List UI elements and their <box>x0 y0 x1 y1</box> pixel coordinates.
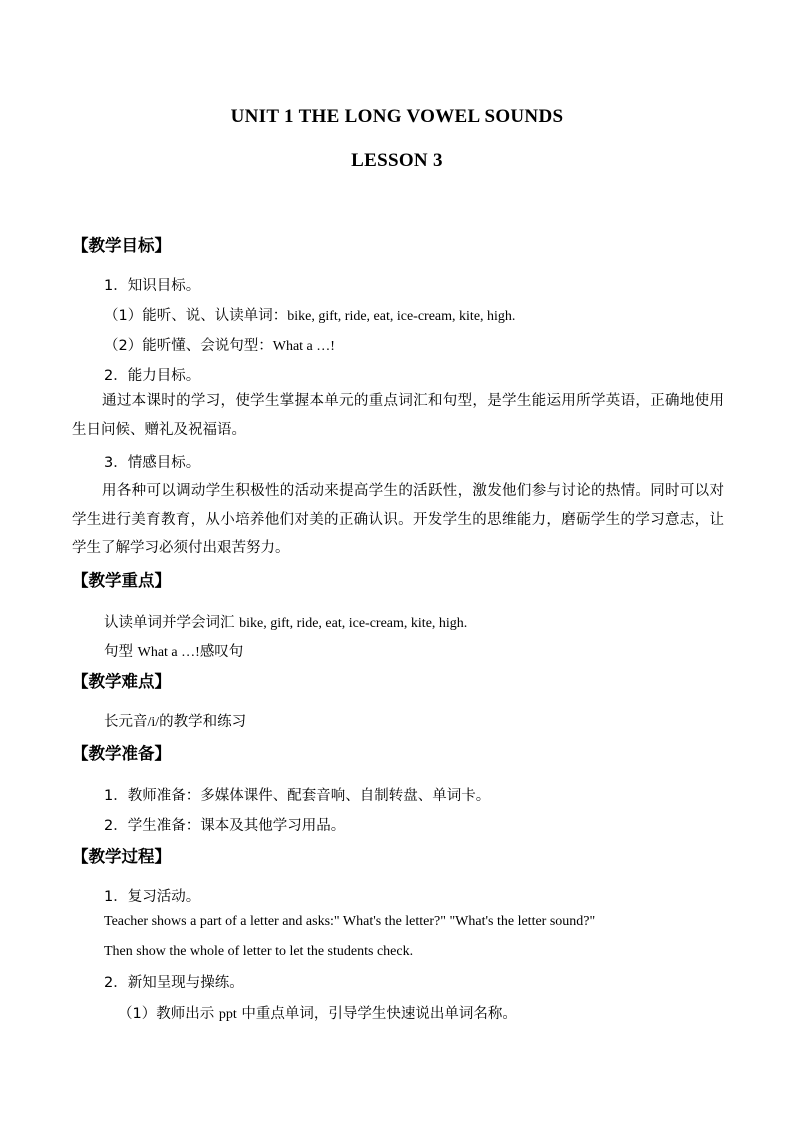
difficulty-desc: 的教学和练习 <box>159 714 247 730</box>
process-review-desc: Teacher shows a part of a letter and asks:" What's the letter?" "What's the letter sound?" <box>104 914 596 929</box>
ppt-text: ppt <box>218 1007 237 1022</box>
item-vocabulary-label: （1）能听、说、认读单词： <box>104 308 288 324</box>
key-point-sentence-label: 句型 <box>104 644 138 660</box>
item-knowledge-goal: 1．知识目标。 <box>104 278 201 294</box>
paragraph-emotion: 用各种可以调动学生积极性的活动来提高学生的活跃性，激发他们参与讨论的热情。同时可以对学生进行美育教育，从小培养他们对美的正确认识。开发学生的思维能力，磨砺学生的学习意志，让学生了解学习必须付出艰苦努力。 <box>72 483 724 556</box>
process-step-1-desc: 中重点单词，引导学生快速说出单词名称。 <box>236 1006 517 1022</box>
key-point-vocabulary-label: 认读单词并学会词汇 <box>104 615 240 631</box>
process-review-check: Then show the whole of letter to let the students check. <box>104 944 414 959</box>
key-point-vocabulary <box>104 611 467 632</box>
process-step-1 <box>118 1002 517 1023</box>
section-heading-objectives: 【教学目标】 <box>72 236 171 255</box>
section-heading-key-points: 【教学重点】 <box>72 571 171 590</box>
document-title: UNIT 1 THE LONG VOWEL SOUNDS <box>230 106 564 127</box>
sentence-pattern: What a …! <box>272 339 335 354</box>
section-heading-difficulties: 【教学难点】 <box>72 672 171 691</box>
item-sentence-pattern <box>104 334 335 355</box>
key-point-sentence-pattern: What a …! <box>137 645 200 660</box>
process-review: 1．复习活动。 <box>104 889 201 905</box>
key-point-sentence-type: 感叹句 <box>199 644 244 660</box>
section-heading-process: 【教学过程】 <box>72 847 171 866</box>
process-new-knowledge: 2．新知呈现与操练。 <box>104 975 244 991</box>
item-emotion-goal: 3．情感目标。 <box>104 455 201 471</box>
document-subtitle: LESSON 3 <box>351 150 443 171</box>
difficulty-label: 长元音 <box>104 714 148 730</box>
preparation-teacher: 1．教师准备：多媒体课件、配套音响、自制转盘、单词卡。 <box>104 788 491 804</box>
item-sentence-label: （2）能听懂、会说句型： <box>104 338 273 354</box>
item-ability-goal: 2．能力目标。 <box>104 368 201 384</box>
process-step-1-label: （1）教师出示 <box>118 1006 219 1022</box>
paragraph-ability: 通过本课时的学习，使学生掌握本单元的重点词汇和句型，是学生能运用所学英语，正确地使用生日问候、赠礼及祝福语。 <box>72 393 724 438</box>
section-heading-preparation: 【教学准备】 <box>72 744 171 763</box>
preparation-students: 2．学生准备：课本及其他学习用品。 <box>104 818 346 834</box>
difficulty-item <box>104 710 246 731</box>
item-vocabulary <box>104 304 515 325</box>
key-point-sentence <box>104 640 243 661</box>
key-point-vocabulary-words: bike, gift, ride, eat, ice-cream, kite, high. <box>239 616 468 631</box>
vocabulary-words: bike, gift, ride, eat, ice-cream, kite, high. <box>287 309 516 324</box>
phonetic-symbol: /i/ <box>147 715 160 730</box>
